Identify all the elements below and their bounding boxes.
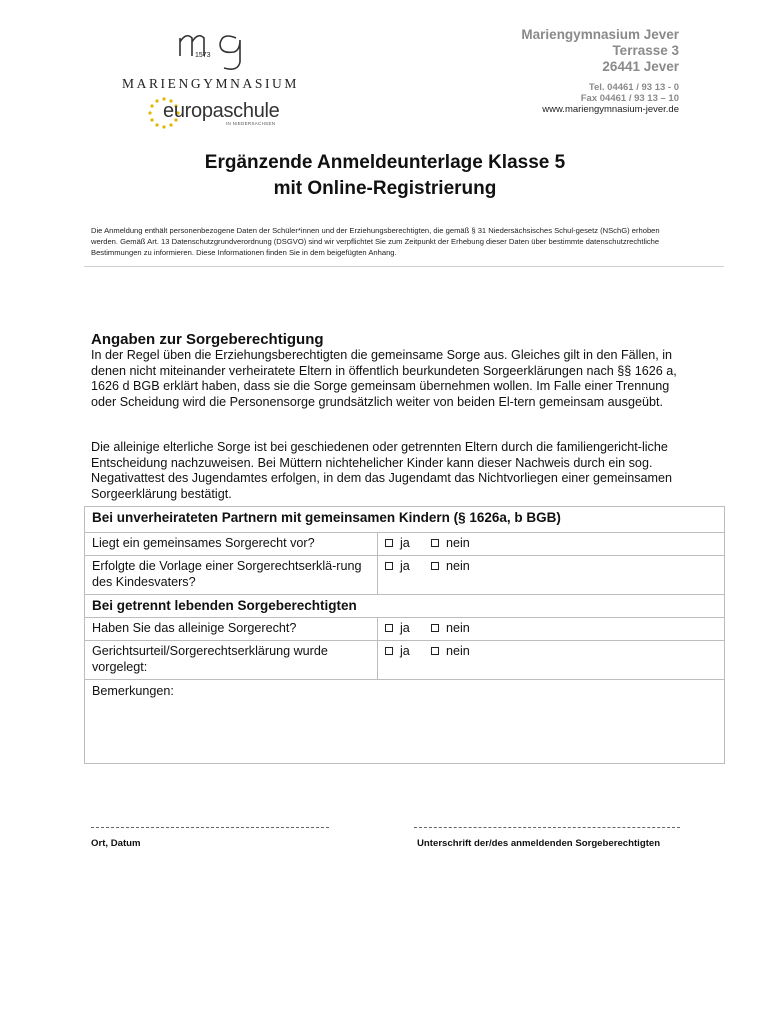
remarks-field[interactable]	[85, 679, 724, 763]
address-fax: Fax 04461 / 93 13 – 10	[580, 93, 679, 104]
table-group-header: Bei unverheirateten Partnern mit gemeinsamen Kindern (§ 1626a, b BGB)	[92, 510, 561, 525]
question-label: Liegt ein gemeinsames Sorgerecht vor?	[92, 536, 315, 550]
option-nein[interactable]: nein	[431, 644, 470, 658]
section-paragraph-1: In der Regel üben die Erziehungsberechtigten die gemeinsame Sorge aus. Gleiches gilt in den Fällen, in denen nicht miteinander verheiratete Eltern in öffentlich beurkundeten Sorgeerklärungen nach §§ 1626 a, 1626 d BGB erklärt haben, dass sie die Sorge gemeinsam übernehmen wollen. Im Falle einer Trennung oder Scheidung wird die Personensorge grundsätzlich weiter von beiden El-tern gemeinsam ausgeübt.	[91, 348, 677, 409]
checkbox-ja[interactable]	[385, 624, 393, 632]
question-label: Haben Sie das alleinige Sorgerecht?	[92, 621, 297, 635]
europaschule-sublabel: IN NIEDERSACHSEN	[226, 121, 276, 126]
checkbox-nein[interactable]	[431, 562, 439, 570]
option-nein[interactable]: nein	[431, 621, 470, 635]
europaschule-label: europaschule	[163, 100, 280, 122]
question-label: Gerichtsurteil/Sorgerechtserklärung wurde vorgelegt:	[92, 644, 328, 674]
logo-year: 1573	[195, 52, 211, 59]
option-nein[interactable]: nein	[431, 559, 470, 573]
checkbox-nein[interactable]	[431, 647, 439, 655]
table-row	[85, 640, 724, 679]
table-row	[85, 617, 724, 640]
section-heading: Angaben zur Sorgeberechtigung	[91, 331, 324, 348]
table-row	[85, 532, 724, 555]
option-ja[interactable]: ja	[385, 621, 410, 635]
option-nein[interactable]: nein	[431, 536, 470, 550]
option-ja[interactable]: ja	[385, 536, 410, 550]
remarks-label: Bemerkungen:	[92, 684, 174, 698]
checkbox-nein[interactable]	[431, 624, 439, 632]
place-date-label: Ort, Datum	[91, 838, 141, 849]
option-ja[interactable]: ja	[385, 644, 410, 658]
school-logo-name: MARIENGYMNASIUM	[122, 76, 300, 91]
section-paragraph-2: Die alleinige elterliche Sorge ist bei geschiedenen oder getrennten Eltern durch die familiengericht-liche Entscheidung nachzuweisen. Bei Müttern nichtehelicher Kinder kann dieser Nachweis durch ein sog. Negativattest des Jugendamtes erfolgen, in dem das Jugendamt das Nichtvorliegen einer gemeinsamen Sorgeerklärung bestätigt.	[91, 440, 673, 501]
address-city: 26441 Jever	[602, 59, 679, 74]
checkbox-ja[interactable]	[385, 647, 393, 655]
mg-logo-icon	[178, 26, 250, 72]
table-group-header: Bei getrennt lebenden Sorgeberechtigten	[85, 594, 724, 617]
address-school: Mariengymnasium Jever	[521, 27, 679, 42]
place-date-line[interactable]	[91, 827, 329, 829]
custody-table	[84, 506, 725, 764]
address-street: Terrasse 3	[612, 43, 679, 58]
question-label: Erfolgte die Vorlage einer Sorgerechtserklä-rung des Kindesvaters?	[92, 559, 362, 589]
address-tel: Tel. 04461 / 93 13 - 0	[588, 82, 679, 93]
signature-line[interactable]	[414, 827, 680, 829]
page-title: Ergänzende Anmeldeunterlage Klasse 5	[204, 152, 566, 173]
checkbox-ja[interactable]	[385, 562, 393, 570]
privacy-intro: Die Anmeldung enthält personenbezogene Daten der Schüler*innen und der Erziehungsberechtigten, die gemäß § 31 Niedersächsisches Schul-gesetz (NSchG) erhoben werden. Gemäß Art. 13 Datenschutzgrundverordnung (DSGVO) sind wir verpflichtet Sie zum Zeitpunkt der Erhebung dieser Daten über bestimmte datenschutzrechtliche Bestimmungen zu informieren. Diese Informationen finden Sie in dem beigefügten Anhang.	[91, 226, 660, 257]
checkbox-nein[interactable]	[431, 539, 439, 547]
checkbox-ja[interactable]	[385, 539, 393, 547]
option-ja[interactable]: ja	[385, 559, 410, 573]
page-subtitle: mit Online-Registrierung	[273, 178, 497, 199]
table-row	[85, 555, 724, 594]
address-web: www.mariengymnasium-jever.de	[542, 104, 679, 115]
signature-label: Unterschrift der/des anmeldenden Sorgeberechtigten	[417, 838, 661, 849]
divider	[84, 266, 724, 267]
